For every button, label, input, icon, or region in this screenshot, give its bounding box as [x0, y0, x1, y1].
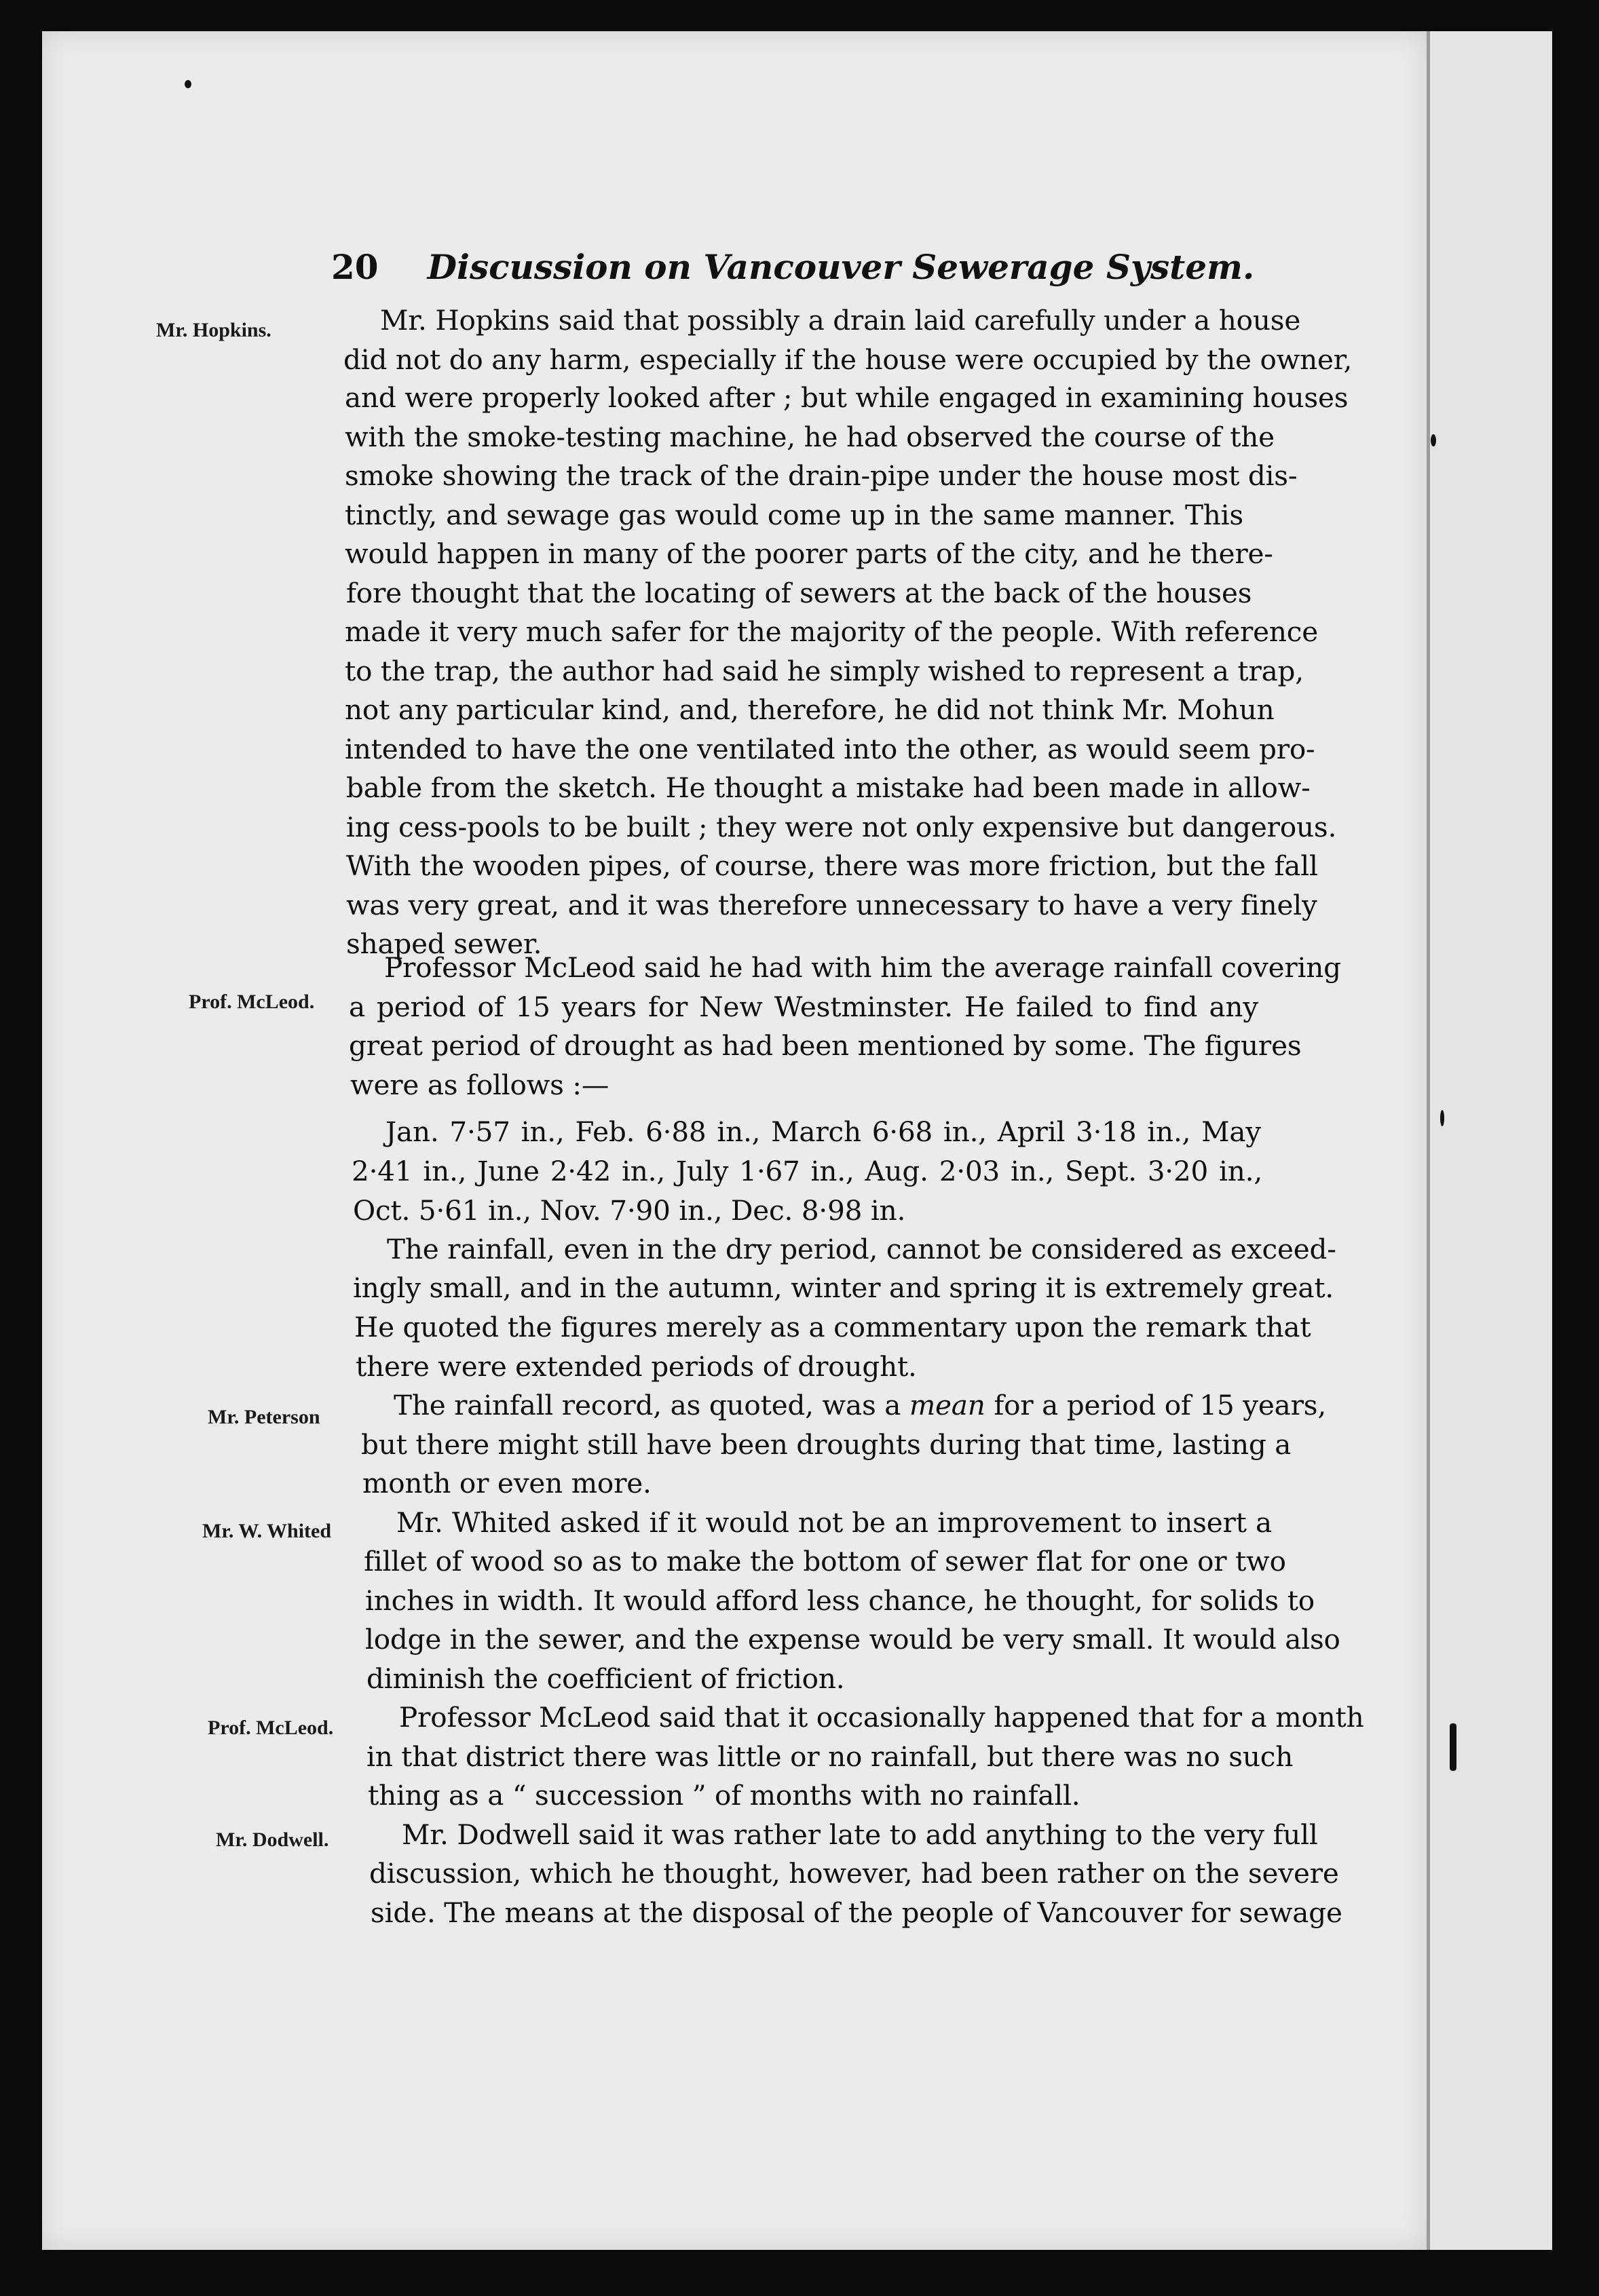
text-line: The rainfall, even in the dry period, cannot be considered as exceed-: [387, 1233, 1336, 1265]
scan-speck: [1440, 1110, 1444, 1126]
text-line: not any particular kind, and, therefore, he did not think Mr. Mohun: [345, 693, 1275, 726]
text-line: With the wooden pipes, of course, there was more friction, but the fall: [346, 849, 1318, 882]
scan-speck: [1450, 1723, 1456, 1771]
margin-note-speaker: Mr. W. Whited: [202, 1520, 332, 1542]
text-line: He quoted the figures merely as a commentary upon the remark that: [354, 1311, 1311, 1343]
text-line: The rainfall record, as quoted, was a mean for a period of 15 years,: [394, 1389, 1326, 1421]
text-line: ingly small, and in the autumn, winter and spring it is extremely great.: [353, 1271, 1334, 1304]
text-line: would happen in many of the poorer parts of the city, and he there-: [345, 537, 1273, 570]
scan-speck: [185, 80, 191, 88]
text-line: Oct. 5·61 in., Nov. 7·90 in., Dec. 8·98 in.: [353, 1194, 906, 1227]
text-line: Jan. 7·57 in., Feb. 6·88 in., March 6·68 in., April 3·18 in., May: [385, 1115, 1261, 1148]
text-line: did not do any harm, especially if the house were occupied by the owner,: [343, 343, 1353, 376]
margin-note-speaker: Mr. Dodwell.: [216, 1829, 329, 1851]
text-line: smoke showing the track of the drain-pipe under the house most dis-: [345, 459, 1298, 492]
text-line: tinctly, and sewage gas would come up in the same manner. This: [345, 499, 1243, 531]
running-title: Discussion on Vancouver Sewerage System.: [427, 247, 1255, 287]
text-line: a period of 15 years for New Westminster. He failed to find any: [349, 991, 1258, 1023]
text-line: lodge in the sewer, and the expense would be very small. It would also: [365, 1623, 1340, 1656]
text-line: in that district there was little or no rainfall, but there was no such: [366, 1740, 1294, 1773]
text-line: there were extended periods of drought.: [356, 1350, 917, 1383]
margin-note-speaker: Prof. McLeod.: [208, 1717, 334, 1739]
text-line: intended to have the one ventilated into the other, as would seem pro-: [345, 733, 1315, 765]
text-line: inches in width. It would afford less chance, he thought, for solids to: [365, 1584, 1315, 1617]
text-line: Mr. Hopkins said that possibly a drain laid carefully under a house: [380, 304, 1301, 337]
text-line: fillet of wood so as to make the bottom of sewer flat for one or two: [364, 1545, 1286, 1577]
text-line: thing as a “ succession ” of months with no rainfall.: [368, 1779, 1080, 1812]
text-line: great period of drought as had been mentioned by some. The figures: [349, 1029, 1302, 1062]
text-line: discussion, which he thought, however, had been rather on the severe: [369, 1857, 1339, 1890]
text-line: and were properly looked after ; but while engaged in examining houses: [345, 381, 1349, 414]
running-header: [331, 240, 1255, 294]
text-line: but there might still have been droughts during that time, lasting a: [361, 1428, 1292, 1461]
text-line: ing cess-pools to be built ; they were not only expensive but dangerous.: [346, 811, 1337, 843]
text-line: diminish the coefficient of friction.: [366, 1662, 845, 1695]
text-line: month or even more.: [362, 1467, 652, 1499]
text-line: made it very much safer for the majority of the people. With reference: [345, 615, 1319, 648]
text-line: Professor McLeod said that it occasionally happened that for a month: [399, 1701, 1364, 1734]
margin-note-speaker: Prof. McLeod.: [189, 991, 315, 1013]
scan-speck: [1431, 434, 1436, 446]
margin-note-speaker: Mr. Peterson: [208, 1406, 320, 1428]
text-line: Mr. Whited asked if it would not be an improvement to insert a: [396, 1506, 1272, 1539]
text-line: Professor McLeod said he had with him the average rainfall covering: [384, 951, 1341, 984]
text-line: to the trap, the author had said he simply wished to represent a trap,: [345, 655, 1304, 687]
facing-page-edge: [1427, 31, 1552, 2250]
text-line: 2·41 in., June 2·42 in., July 1·67 in., Aug. 2·03 in., Sept. 3·20 in.,: [352, 1155, 1262, 1187]
text-line: was very great, and it was therefore unnecessary to have a very finely: [346, 889, 1317, 921]
text-line: Mr. Dodwell said it was rather late to add anything to the very full: [402, 1818, 1318, 1851]
page-number: 20: [331, 247, 379, 287]
text-line: with the smoke-testing machine, he had observed the course of the: [345, 421, 1275, 453]
text-line: bable from the sketch. He thought a mistake had been made in allow-: [346, 771, 1311, 804]
text-line: fore thought that the locating of sewers at the back of the houses: [346, 577, 1252, 609]
margin-note-speaker: Mr. Hopkins.: [156, 319, 271, 341]
text-line: shaped sewer.: [346, 927, 542, 960]
text-line: side. The means at the disposal of the people of Vancouver for sewage: [371, 1896, 1342, 1929]
text-line: were as follows :—: [350, 1069, 609, 1101]
